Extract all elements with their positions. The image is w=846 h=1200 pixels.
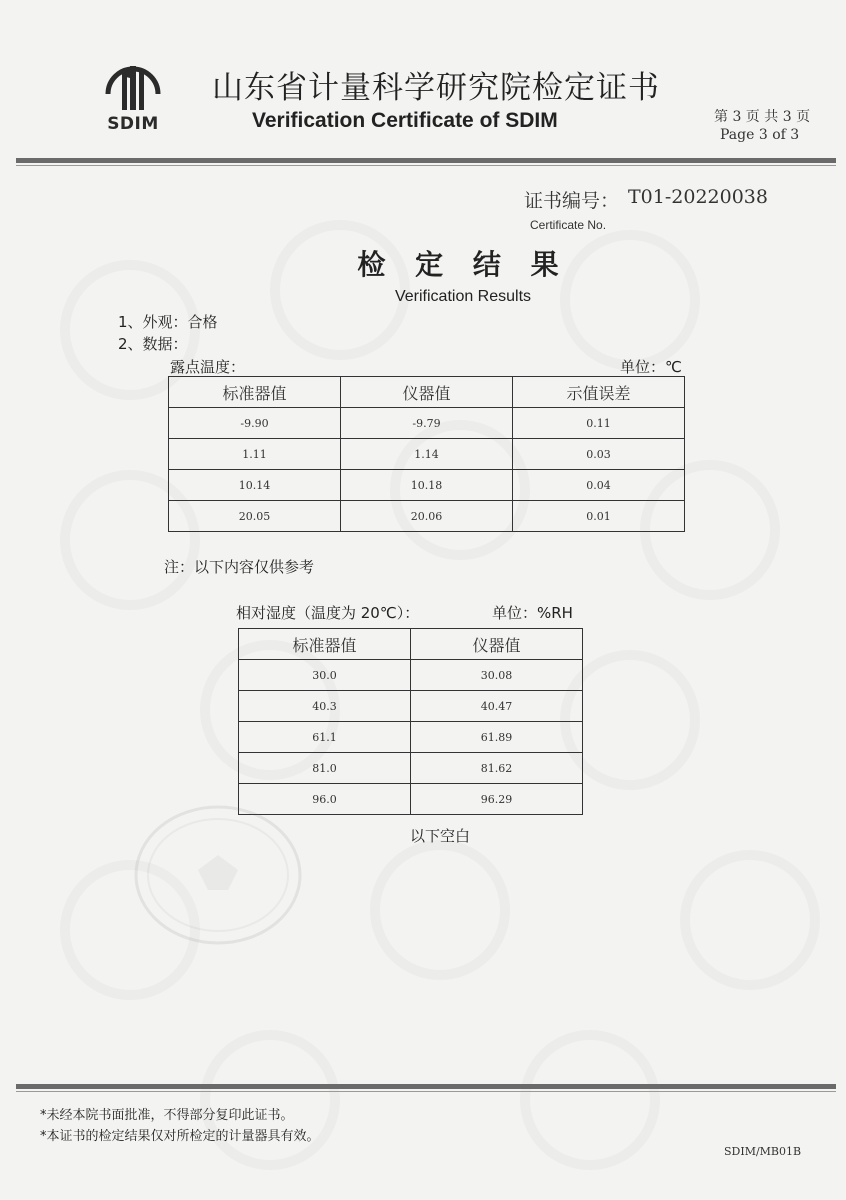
blank-below-note: 以下空白	[410, 827, 471, 845]
table-cell: 40.3	[239, 691, 411, 722]
table-cell: 0.01	[513, 501, 685, 532]
header-rule-thin	[16, 165, 836, 166]
humidity-table	[238, 628, 583, 815]
results-title-english: Verification Results	[394, 288, 532, 305]
table-cell: 10.14	[169, 470, 341, 501]
embossed-seal-icon	[128, 800, 308, 950]
table-row	[239, 691, 583, 722]
page-number-english: Page 3 of 3	[720, 127, 800, 143]
table-cell: 0.04	[513, 470, 685, 501]
footer-note-1: *未经本院书面批准，不得部分复印此证书。	[40, 1108, 294, 1123]
dew-point-table	[168, 376, 685, 532]
column-header: 标准器值	[169, 377, 341, 408]
column-header: 标准器值	[239, 629, 411, 660]
footer-rule-thin	[16, 1091, 836, 1092]
table-cell: 1.11	[169, 439, 341, 470]
footer-rule	[16, 1084, 836, 1089]
table-row	[169, 408, 685, 439]
table-row	[169, 439, 685, 470]
certificate-number-label-en: Certificate No.	[530, 218, 607, 232]
table-cell: 20.06	[341, 501, 513, 532]
column-header: 仪器值	[341, 377, 513, 408]
data-line: 2、数据：	[118, 335, 188, 353]
table-header-row	[169, 377, 685, 408]
table-cell: -9.90	[169, 408, 341, 439]
table-cell: 61.1	[239, 722, 411, 753]
table-row	[239, 660, 583, 691]
table-row	[239, 722, 583, 753]
reference-note: 注：以下内容仅供参考	[164, 558, 315, 576]
header-rule	[16, 158, 836, 163]
table-cell: 0.11	[513, 408, 685, 439]
table-row	[239, 753, 583, 784]
humidity-unit: 单位：%RH	[492, 604, 573, 622]
results-title-chinese: 检 定 结 果	[357, 248, 569, 281]
certificate-number-label: 证书编号：	[524, 190, 620, 212]
title-chinese: 山东省计量科学研究院检定证书	[212, 70, 660, 106]
table-header-row	[239, 629, 583, 660]
table-cell: 81.62	[411, 753, 583, 784]
dew-point-label: 露点温度：	[170, 358, 246, 376]
page-number-chinese: 第 3 页 共 3 页	[714, 109, 811, 125]
table-cell: 20.05	[169, 501, 341, 532]
table-row	[169, 501, 685, 532]
table-cell: 1.14	[341, 439, 513, 470]
table-cell: 10.18	[341, 470, 513, 501]
table-cell: 0.03	[513, 439, 685, 470]
table-cell: -9.79	[341, 408, 513, 439]
table-row	[169, 470, 685, 501]
logo-text: SDIM	[107, 114, 159, 134]
table-cell: 61.89	[411, 722, 583, 753]
certificate-number-value: T01-20220038	[628, 186, 768, 208]
table-cell: 30.08	[411, 660, 583, 691]
column-header: 仪器值	[411, 629, 583, 660]
form-code: SDIM/MB01B	[724, 1145, 802, 1158]
column-header: 示值误差	[513, 377, 685, 408]
table-cell: 96.29	[411, 784, 583, 815]
appearance-line: 1、外观：合格	[118, 313, 218, 331]
title-english: Verification Certificate of SDIM	[252, 109, 558, 132]
dew-point-unit: 单位：℃	[620, 358, 682, 376]
table-cell: 40.47	[411, 691, 583, 722]
footer-note-2: *本证书的检定结果仅对所检定的计量器具有效。	[40, 1129, 320, 1144]
table-cell: 81.0	[239, 753, 411, 784]
humidity-label: 相对湿度（温度为 20℃）：	[236, 604, 420, 622]
table-cell: 30.0	[239, 660, 411, 691]
table-cell: 96.0	[239, 784, 411, 815]
